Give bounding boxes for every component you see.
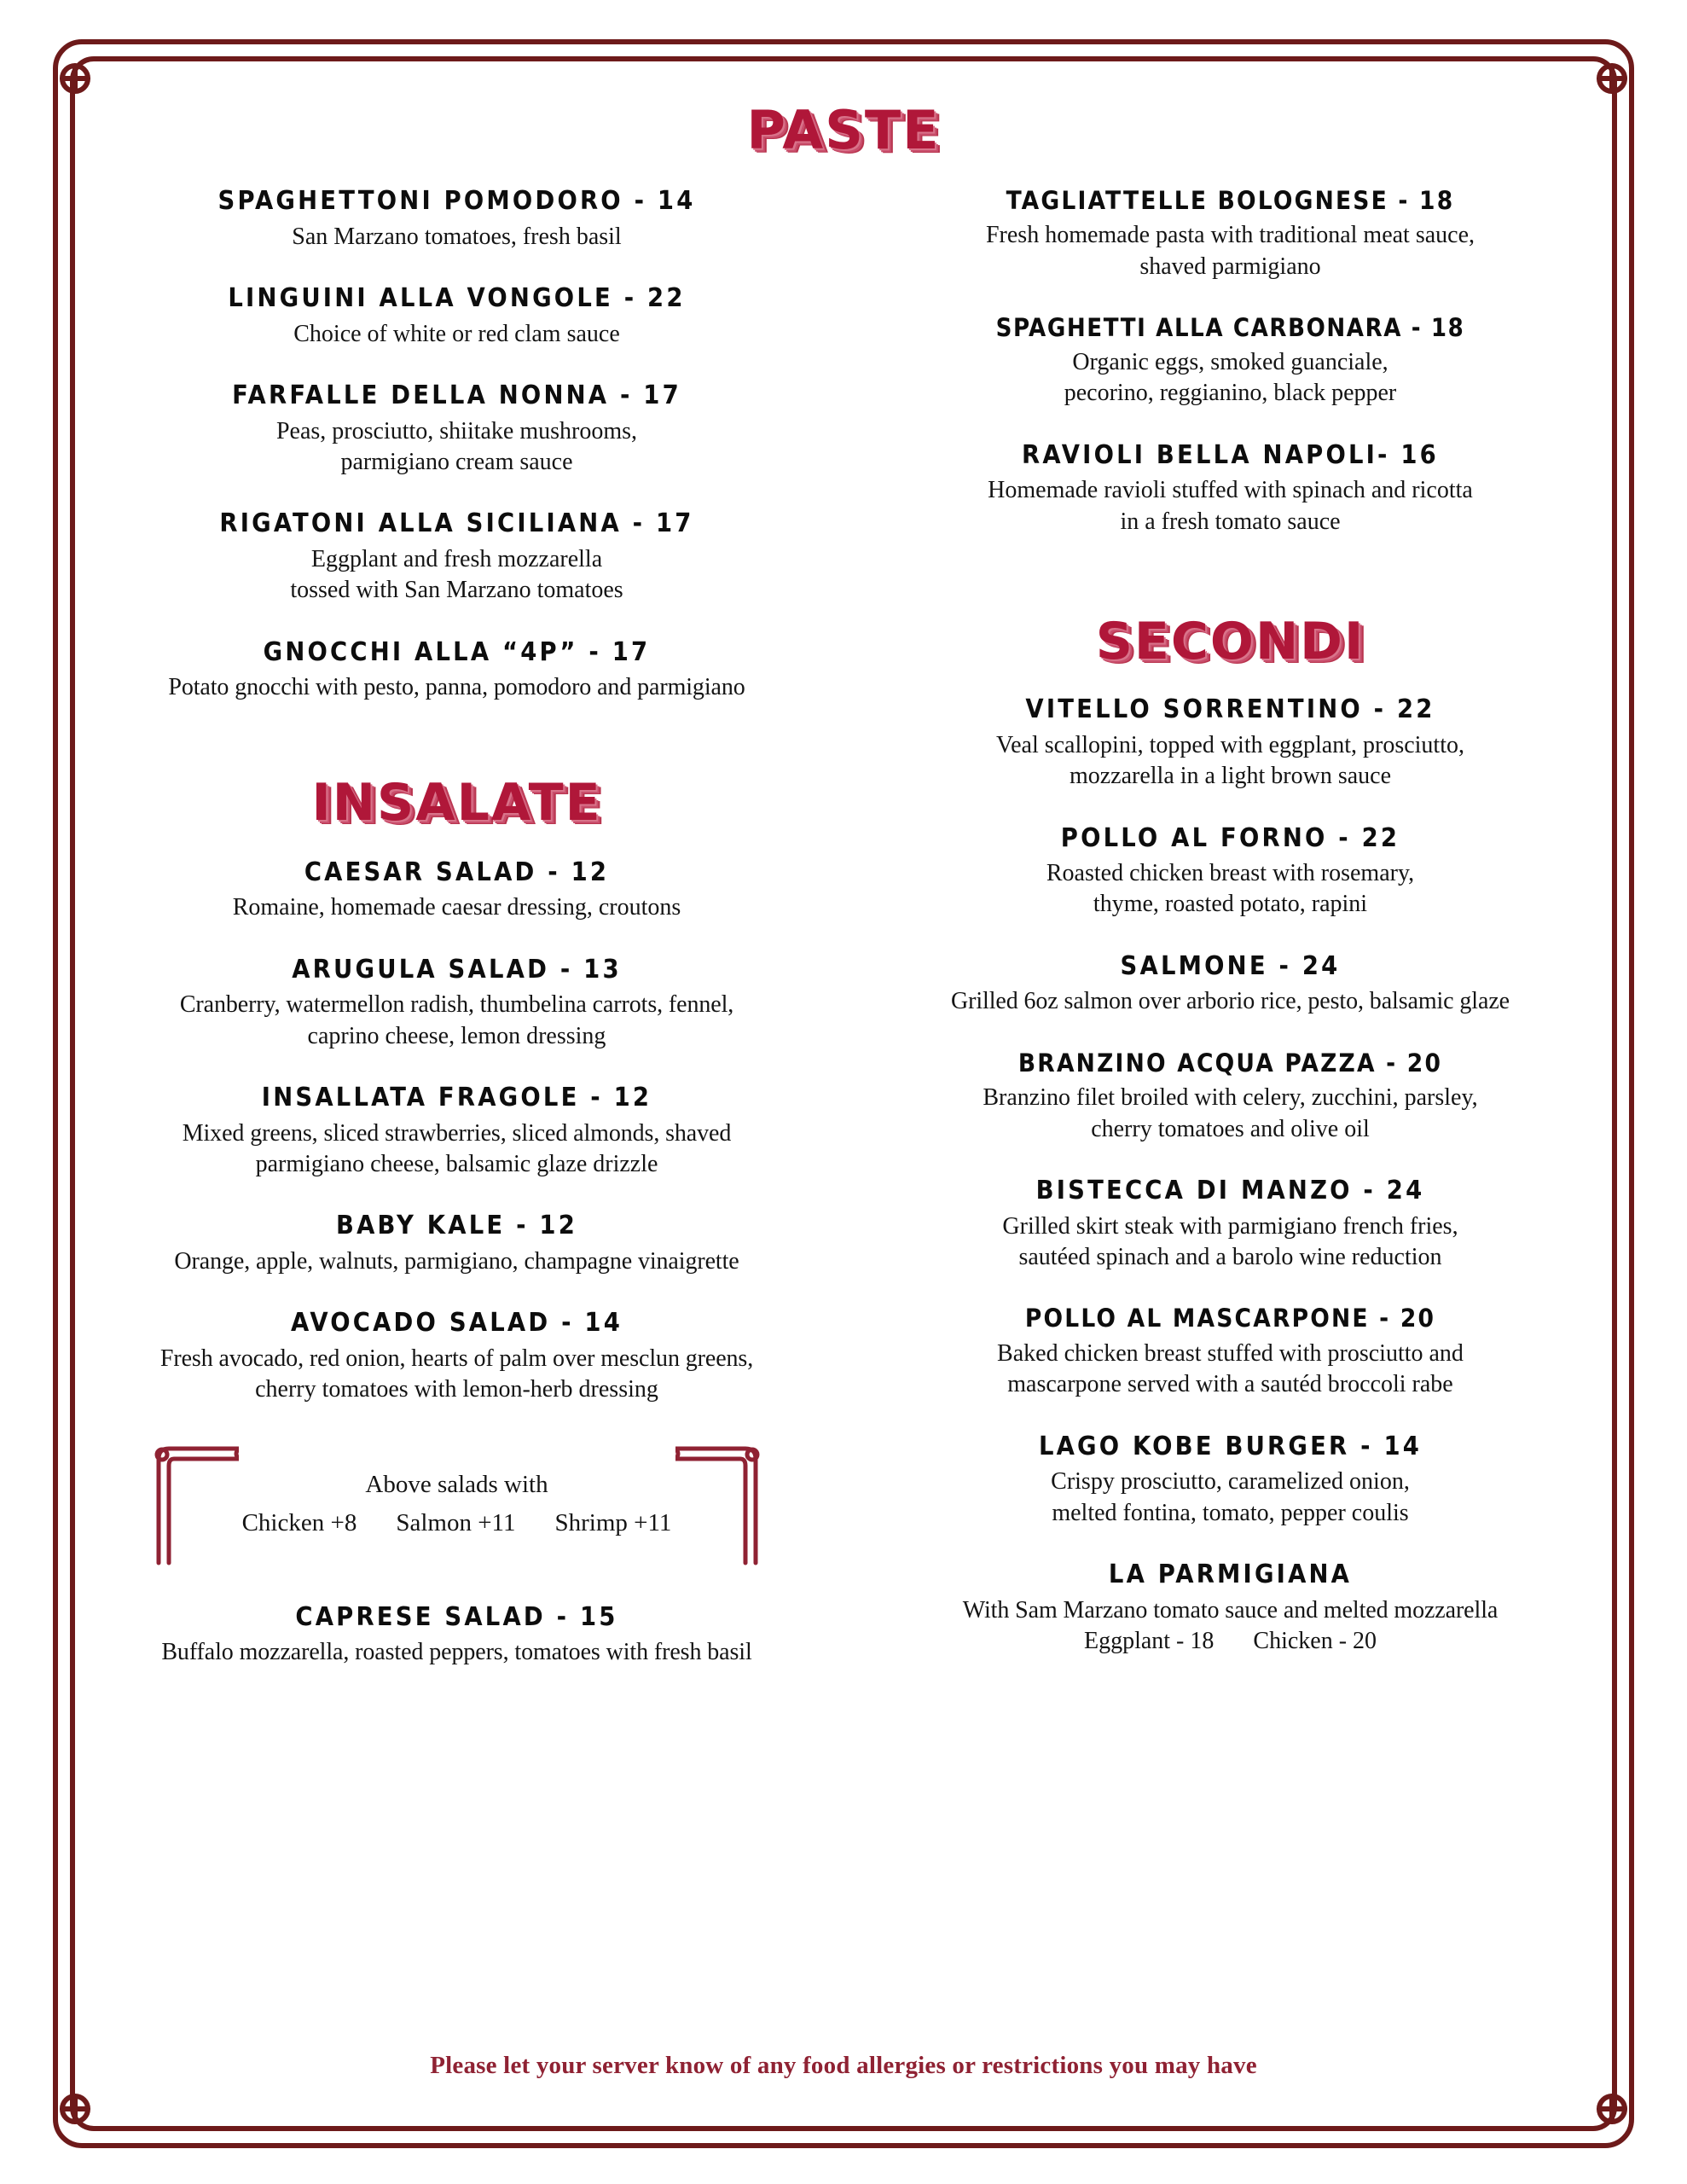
allergy-notice: Please let your server know of any food allergies or restrictions you may have bbox=[430, 2052, 1257, 2079]
menu-column-left bbox=[85, 186, 844, 1699]
menu-item-name: RAVIOLI BELLA NAPOLI- 16 bbox=[1022, 439, 1439, 470]
menu-item-description: mascarpone served with a sautéd broccoli rabe bbox=[1007, 1371, 1453, 1398]
menu-item[interactable] bbox=[89, 283, 825, 350]
menu-item-name: SPAGHETTONI POMODORO - 14 bbox=[217, 186, 696, 216]
menu-item[interactable] bbox=[89, 380, 825, 478]
menu-item[interactable] bbox=[89, 1083, 825, 1180]
menu-column-right bbox=[844, 186, 1602, 1687]
menu-item[interactable] bbox=[862, 1304, 1598, 1400]
menu-item[interactable] bbox=[89, 857, 825, 924]
menu-item[interactable] bbox=[862, 1176, 1598, 1273]
menu-item[interactable] bbox=[89, 508, 825, 606]
menu-item-name: AVOCADO SALAD - 14 bbox=[291, 1308, 623, 1339]
menu-item-description: With Sam Marzano tomato sauce and melted mozzarella bbox=[962, 1596, 1499, 1623]
menu-item-description: Grilled skirt steak with parmigiano french fries, bbox=[1002, 1212, 1458, 1240]
menu-item-name: BISTECCA DI MANZO - 24 bbox=[1035, 1176, 1425, 1206]
menu-item-description: Mixed greens, sliced strawberries, sliced almonds, shaved bbox=[182, 1119, 732, 1147]
menu-item[interactable] bbox=[862, 440, 1598, 537]
menu-item-description: Homemade ravioli stuffed with spinach and ricotta bbox=[988, 477, 1473, 504]
salad-addon-option[interactable]: Salmon +11 bbox=[396, 1508, 516, 1536]
menu-item-name: LAGO KOBE BURGER - 14 bbox=[1038, 1431, 1423, 1461]
salad-addons-box bbox=[150, 1442, 764, 1570]
section-title-paste: PASTE bbox=[746, 99, 941, 161]
menu-item-description: Crispy prosciutto, caramelized onion, bbox=[1051, 1468, 1410, 1496]
menu-item[interactable] bbox=[89, 955, 825, 1052]
menu-item-description: Fresh homemade pasta with traditional meat sauce, bbox=[985, 222, 1475, 249]
menu-item-description: Grilled 6oz salmon over arborio rice, pesto, balsamic glaze bbox=[951, 988, 1510, 1015]
menu-item-description: Cranberry, watermellon radish, thumbelina carrots, fennel, bbox=[179, 991, 734, 1019]
menu-item-parmigiana[interactable] bbox=[862, 1560, 1598, 1657]
menu-item-description: thyme, roasted potato, rapini bbox=[1093, 891, 1368, 918]
menu-item-description: sautéed spinach and a barolo wine reduction bbox=[1018, 1244, 1442, 1271]
menu-item-description: cherry tomatoes with lemon-herb dressing bbox=[255, 1376, 658, 1403]
menu-item-description: pecorino, reggianino, black pepper bbox=[1064, 380, 1397, 407]
menu-item-description: tossed with San Marzano tomatoes bbox=[290, 577, 623, 604]
menu-page bbox=[85, 72, 1602, 2112]
menu-item-description: mozzarella in a light brown sauce bbox=[1069, 763, 1392, 790]
menu-item-name: RIGATONI ALLA SICILIANA - 17 bbox=[219, 508, 694, 539]
menu-item-name: CAPRESE SALAD - 15 bbox=[295, 1601, 618, 1632]
menu-item-description: Romaine, homemade caesar dressing, croutons bbox=[232, 894, 681, 921]
menu-item-description: in a fresh tomato sauce bbox=[1120, 508, 1341, 535]
menu-item[interactable] bbox=[862, 1432, 1598, 1529]
menu-item-description: Peas, prosciutto, shiitake mushrooms, bbox=[275, 417, 638, 444]
menu-item-description: Eggplant and fresh mozzarella bbox=[310, 545, 603, 572]
menu-item-description: Potato gnocchi with pesto, panna, pomodoro and parmigiano bbox=[168, 674, 745, 701]
menu-item[interactable] bbox=[862, 694, 1598, 792]
parmigiana-price-option[interactable]: Chicken - 20 bbox=[1253, 1627, 1377, 1654]
menu-item-name: POLLO AL MASCARPONE - 20 bbox=[1024, 1304, 1436, 1333]
menu-item-description: Fresh avocado, red onion, hearts of palm over mesclun greens, bbox=[159, 1345, 754, 1373]
menu-item-name: TAGLIATTELLE BOLOGNESE - 18 bbox=[1006, 186, 1455, 215]
menu-item-description: cherry tomatoes and olive oil bbox=[1091, 1115, 1370, 1142]
salad-addons-heading: Above salads with bbox=[365, 1470, 548, 1498]
menu-item-name: VITELLO SORRENTINO - 22 bbox=[1025, 694, 1435, 725]
menu-item-description: parmigiano cheese, balsamic glaze drizzle bbox=[255, 1151, 658, 1178]
menu-item-description: Organic eggs, smoked guanciale, bbox=[1072, 348, 1388, 375]
menu-item[interactable] bbox=[862, 186, 1598, 282]
section-title-insalate: INSALATE bbox=[311, 772, 602, 833]
menu-item-name: FARFALLE DELLA NONNA - 17 bbox=[232, 380, 681, 410]
salad-addons-options bbox=[150, 1504, 764, 1542]
menu-item-description: Baked chicken breast stuffed with prosciutto and bbox=[997, 1339, 1464, 1367]
menu-item-description: Buffalo mozzarella, roasted peppers, tomatoes with fresh basil bbox=[161, 1639, 752, 1666]
salad-addon-option[interactable]: Chicken +8 bbox=[241, 1508, 357, 1536]
menu-item[interactable] bbox=[862, 1048, 1598, 1145]
salad-addons-content bbox=[150, 1442, 764, 1542]
parmigiana-price-option[interactable]: Eggplant - 18 bbox=[1083, 1627, 1215, 1654]
menu-item-description: melted fontina, tomato, pepper coulis bbox=[1052, 1499, 1409, 1526]
menu-item-description: San Marzano tomatoes, fresh basil bbox=[292, 223, 622, 250]
menu-item-name: BRANZINO ACQUA PAZZA - 20 bbox=[1017, 1048, 1443, 1077]
menu-item-name: INSALLATA FRAGOLE - 12 bbox=[261, 1083, 652, 1113]
menu-item-name: ARUGULA SALAD - 13 bbox=[292, 954, 622, 985]
menu-item[interactable] bbox=[89, 186, 825, 253]
menu-item-description: caprino cheese, lemon dressing bbox=[307, 1022, 606, 1049]
menu-item[interactable] bbox=[862, 313, 1598, 410]
menu-item-name: CAESAR SALAD - 12 bbox=[304, 857, 610, 887]
menu-item[interactable] bbox=[89, 1211, 825, 1277]
menu-item-name: LA PARMIGIANA bbox=[1108, 1559, 1353, 1589]
menu-item-description: Roasted chicken breast with rosemary, bbox=[1046, 860, 1415, 887]
menu-item-name: BABY KALE - 12 bbox=[335, 1211, 577, 1241]
menu-item-name: POLLO AL FORNO - 22 bbox=[1060, 822, 1400, 853]
salad-addon-option[interactable]: Shrimp +11 bbox=[554, 1508, 672, 1536]
menu-item-description: Orange, apple, walnuts, parmigiano, champagne vinaigrette bbox=[174, 1248, 739, 1275]
menu-item-name: LINGUINI ALLA VONGOLE - 22 bbox=[228, 282, 686, 313]
menu-item[interactable] bbox=[89, 1602, 825, 1669]
menu-item[interactable] bbox=[89, 637, 825, 704]
menu-item-description: shaved parmigiano bbox=[1139, 253, 1321, 280]
menu-item[interactable] bbox=[862, 823, 1598, 921]
menu-item-name: SALMONE - 24 bbox=[1120, 950, 1341, 981]
menu-columns bbox=[85, 186, 1602, 1699]
menu-item-description: parmigiano cream sauce bbox=[340, 448, 573, 475]
section-title-secondi: SECONDI bbox=[1095, 612, 1365, 672]
parmigiana-price-options bbox=[862, 1626, 1598, 1657]
menu-item[interactable] bbox=[89, 1308, 825, 1405]
menu-item-name: GNOCCHI ALLA “4P” - 17 bbox=[263, 636, 651, 667]
menu-item-description: Branzino filet broiled with celery, zucchini, parsley, bbox=[983, 1084, 1478, 1112]
menu-item-description: Choice of white or red clam sauce bbox=[293, 320, 620, 347]
menu-item-description: Veal scallopini, topped with eggplant, prosciutto, bbox=[995, 731, 1464, 758]
menu-item-name: SPAGHETTI ALLA CARBONARA - 18 bbox=[995, 313, 1465, 343]
menu-item[interactable] bbox=[862, 951, 1598, 1018]
